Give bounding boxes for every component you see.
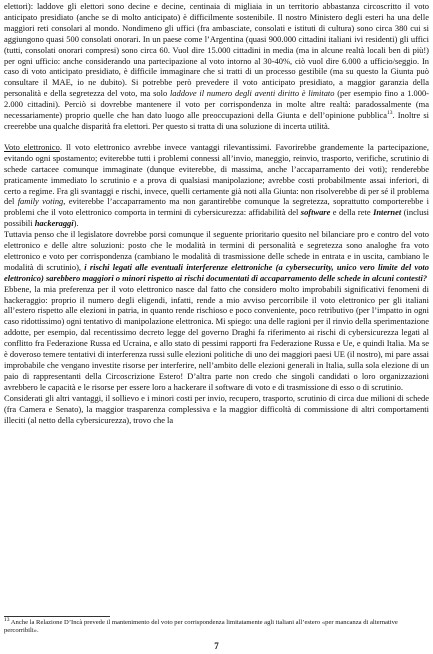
footnote-divider [4, 616, 110, 617]
footnote-number: 13 [4, 616, 10, 623]
paragraph-quesito: Tuttavia penso che il legislatore dovrebbe porsi comunque il seguente prioritario quesito nel bilanciare pro e contro del voto elettronico e delle altre soluzioni: posto che le modalità in termini di personalità e segretezza sono analoghe fra voto elettronico e voto per corrispondenza (cambiano le modalità di trasmissione delle schede in entrata e in uscita, cambiano le modalità di scrutinio), i rischi legati alle eventuali interferenze elettroniche (a cybersecurity, unico vero limite del voto elettronico) sarebbero maggiori o minori rispetto ai rischi documentati di accaparramento delle schede in alcuni contesti? [4, 229, 429, 283]
paragraph-voto-elettronico: Voto elettronico. Il voto elettronico avrebbe invece vantaggi rilevantissimi. Favorirebbe grandemente la partecipazione, evitando ogni spostamento; eviterebbe tutti i problemi connessi all’invio, maneggio, reinvio, trasporto, verifiche, scrutinio di schede cartacee comunque immaginate (dunque eviterebbe, di massima, anche l’accaparramento dei voti); renderebbe praticamente immediato lo scrutinio e a prova di qualsiasi manipolazione; avrebbe costi probabilmente assai inferiori, di certo a regime. Fra gli svantaggi e rischi, invece, quelli certamente già noti alla Giunta: non risolverebbe di per sé il problema del family voting, eviterebbe l’accaparramento ma non garantirebbe comunque la segretezza, soprattutto comporterebbe i problemi che il voto elettronico comporta in termini di cybersicurezza: affidabilità del software e della rete Internet (inclusi possibili hackeraggi). [4, 141, 429, 229]
paragraph-preferenza: Ebbene, la mia preferenza per il voto elettronico nasce dal fatto che considero molto improbabili significativi fenomeni di hackeraggio: proprio il numero degli eligendi, infatti, rende a mio avviso percorribile il voto elettronico per gli italiani all’estero rispetto alle elezioni in patria, in quanto rende rischioso e poco conveniente, poco retributivo (per l’impatto in ogni caso ridottissimo) ogni tentativo di manipolazione elettronica. Mi spiego: una delle ragioni per il rinvio della sperimentazione addotte, per esempio, dal recentissimo decreto legge del governo Draghi fa riferimento ai rischi di cybersicurezza legati al conflitto fra Federazione Russa ed Ucraina, e allo stato di pessimi rapporti fra Federazione Russa e Ue, e quindi Italia. Ma se è doveroso temere tentativi di interferenza russi sulle elezioni politiche di uno dei maggiori paesi UE (il nostro), mi pare assai improbabile che vengano investite risorse per interferire, nell’ambito delle elezioni generali in Italia, sulla sola elezione di un paio di rappresentanti della Circoscrizione Estero! D’altra parte non credo che singoli candidati o loro organizzazioni avrebbero le capacità e le risorse per essere loro a hackerare il software di voto e di trasmissione di esso o di scrutinio. [4, 283, 429, 392]
section-title: Voto elettronico [4, 141, 60, 152]
page-number: 7 [214, 641, 219, 651]
footnote: $^{13}$ Anche la Relazione D’Incà prevede il mantenimento del voto per corrispondenza limitatamente agli italiani all’estero «per mancanza di alternative percorribili». [4, 616, 398, 635]
paragraph-gap [4, 132, 429, 142]
footnote-reference[interactable]: 13 [386, 110, 393, 117]
paragraph-voto-anticipato: elettori): laddove gli elettori sono decine e decine, centinaia di migliaia in un territorio abbastanza circoscritto il voto anticipato presidiato (anche se di molto anticipato) è difficilmente sostenibile. Il nostro Ministero degli esteri ha una delle maggiori reti consolari al mondo. Nondimeno gli uffici (fra ambasciate, consolati e istituti di cultura) sono circa 380 cui si aggiungono quasi 500 consolati onorari. In un paese come l’Argentina (quasi 900.000 cittadini italiani ivi residenti) gli uffici (tutti, consolati onorari compresi) sono circa 60. Vuol dire 15.000 cittadini in media (ma in alcune realtà locali ben di più!) per ogni ufficio: anche considerando una partecipazione al voto intorno al 30-40%, ciò vuol dire 6.000 a ufficio/seggio. In caso di voto anticipato presidiato, è difficile immaginare che si tratti di un processo gestibile (ma su questo la Giunta può consultare il MAE, io ne dubito). Si potrebbe però prevedere il voto anticipato presidiato, a maggior garanzia della personalità e della segretezza del voto, ma solo laddove il numero degli aventi diritto è limitato (per esempio fino a 1.000-2.000 cittadini). Perciò si dovrebbe mantenere il voto per corrispondenza in molte altre realtà: paradossalmente (ma necessariamente) proprio quelle che han dato luogo alle preoccupazioni della Giunta e dell’opinione pubblica$^{13}$. Inoltre si creerebbe una qualche disparità fra elettori. Per questo si tratta di una soluzione di incerta utilità. [4, 1, 429, 131]
paragraph-conclusione: Considerati gli altri vantaggi, il sollievo e i minori costi per invio, recupero, trasporto, scrutinio di circa due milioni di schede (fra Camera e Senato), la maggior trasparenza complessiva e la maggior difficoltà di commissione di altri comportamenti illeciti (al netto della cybersicurezza), trovo che la [4, 392, 429, 425]
body-text [4, 1, 429, 425]
